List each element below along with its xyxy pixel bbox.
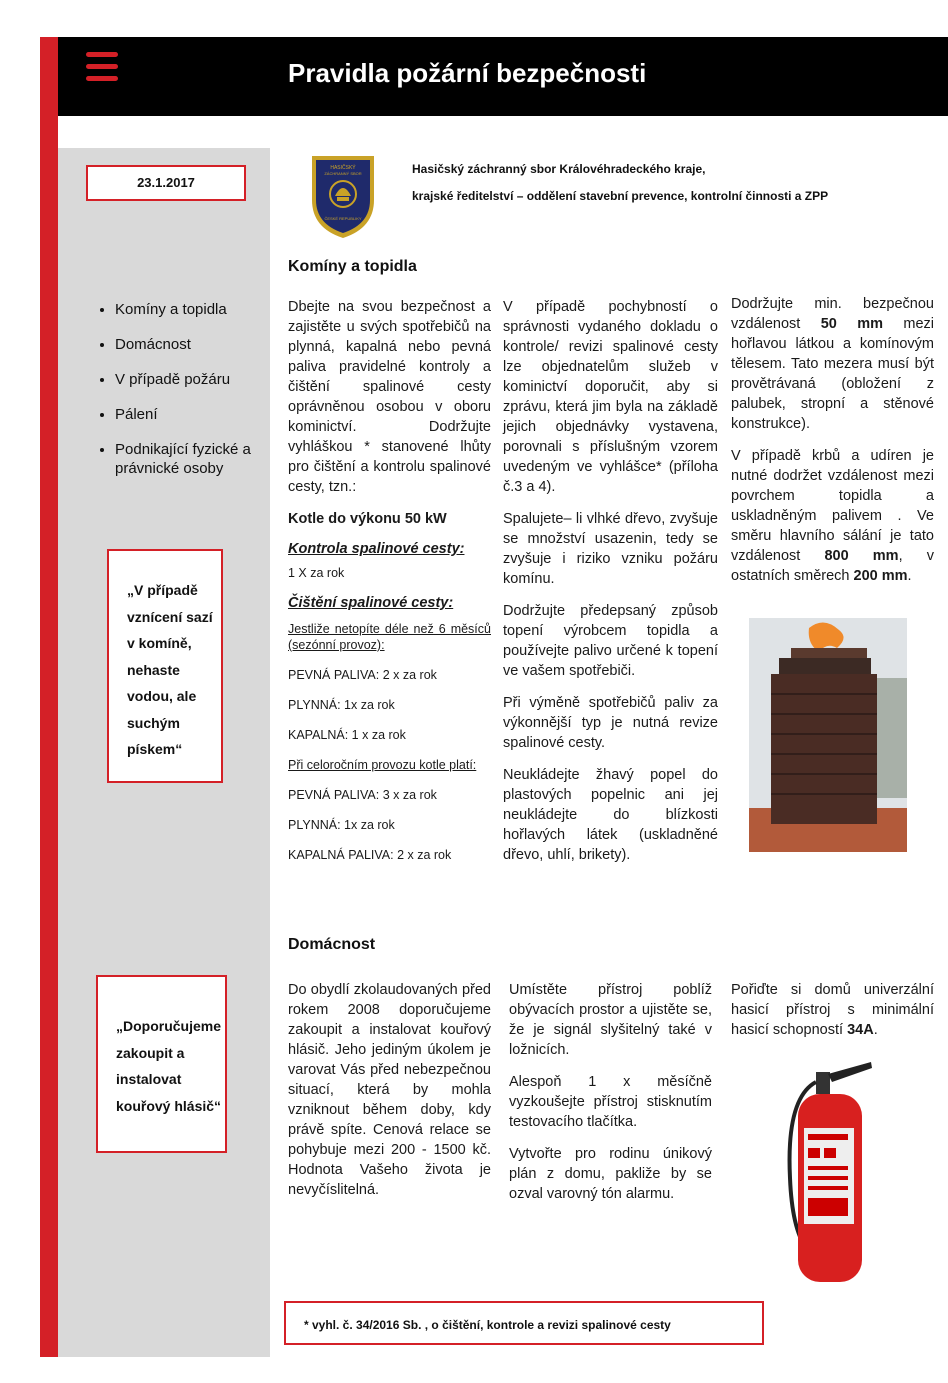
rule-line: KAPALNÁ: 1 x za rok (288, 728, 406, 742)
section-title-kominy: Komíny a topidla (288, 258, 417, 275)
nav-item-kominy[interactable]: • Komíny a topidla (115, 300, 275, 319)
yearround-heading: Při celoročním provozu kotle platí: (288, 758, 477, 772)
paragraph: Dodržujte min. bezpečnou vzdálenost 50 mm mezi hořlavou látkou a komínovým tělesem. Tato mezera musí být provětrávaná (obložení z palubek, stropní a stěnové konstrukce). (731, 296, 934, 432)
nav-item-pozar[interactable]: • V případě požáru (115, 370, 275, 389)
boiler-heading: Kotle do výkonu 50 kW (288, 511, 447, 527)
date-badge: 23.1.2017 (86, 165, 246, 201)
org-department: krajské ředitelství – oddělení stavební prevence, kontrolní činnosti a ZPP (412, 189, 829, 203)
kominy-column-1 (288, 297, 491, 877)
quote-line: nehaste (127, 661, 180, 678)
paragraph: Pořiďte si domů univerzální hasicí přístroj s minimální hasicí schopností 34A. (731, 982, 934, 1038)
page-title: Pravidla požární bezpečnosti (288, 58, 647, 88)
rule-line: PLYNNÁ: 1x za rok (288, 698, 395, 712)
paragraph: Alespoň 1 x měsíčně vyzkoušejte přístroj stisknutím testovacího tlačítka. (509, 1074, 712, 1130)
quote-line: kouřový hlásič“ (116, 1097, 222, 1114)
paragraph: Při výměně spotřebičů paliv za výkonnější typ je nutná revize spalinové cesty. (503, 695, 718, 751)
quote-box-soot-fire (107, 549, 223, 783)
org-name: Hasičský záchranný sbor Královéhradeckého kraje, (412, 162, 706, 176)
fire-extinguisher-photo (776, 1058, 876, 1286)
kominy-column-2 (503, 297, 718, 877)
cisteni-heading: Čištění spalinové cesty: (288, 595, 454, 611)
left-accent-bar (40, 37, 58, 1357)
logo-text: HASIČSKÝ (330, 165, 356, 171)
logo-text: ZÁCHRANNÝ SBOR (324, 171, 362, 176)
sidebar-nav (95, 300, 275, 494)
domacnost-column-3 (731, 980, 934, 1052)
footnote-box: * vyhl. č. 34/2016 Sb. , o čištění, kontrole a revizi spalinové cesty (284, 1301, 764, 1345)
quote-line: „Doporučujeme (116, 1018, 222, 1034)
paragraph: Umístěte přístroj poblíž obývacích prostor a ujistěte se, že je signál slyšitelný také v ložnicích. (509, 982, 712, 1058)
kontrola-heading: Kontrola spalinové cesty: (288, 541, 465, 557)
quote-line: zakoupit a (116, 1044, 185, 1061)
nav-item-podnikajici[interactable]: • Podnikající fyzické a právnické osoby (115, 440, 275, 478)
kontrola-value: 1 X za rok (288, 566, 345, 580)
paragraph: Vytvořte pro rodinu únikový plán z domu, pakliže by se ozval varovný tón alarmu. (509, 1146, 712, 1202)
paragraph: V případě krbů a udíren je nutné dodržet vzdálenost mezi povrchem topidla a uskladněným palivem . Ve směru hlavního sálání je tato vzdálenost 800 mm, v ostatních směrech 200 mm. (731, 448, 935, 584)
quote-line: v komíně, (127, 635, 192, 651)
quote-line: suchým (127, 714, 180, 731)
fire-brigade-logo (308, 150, 378, 240)
domacnost-column-1 (288, 980, 491, 1212)
paragraph: Do obydlí zkolaudovaných před rokem 2008 doporučujeme zakoupit a instalovat kouřový hlásič. Jeho jediným úkolem je varovat Vás před nebezpečnou situací, která by mohla vzniknout během doby, kdy právě spíte. Cenová relace se pohybuje mezi 200 - 1500 kč. Hodnota Vašeho života je nevyčíslitelná. (288, 982, 491, 1198)
kominy-column-3 (731, 294, 934, 598)
rule-line: PEVNÁ PALIVA: 3 x za rok (288, 788, 437, 802)
section-title-domacnost: Domácnost (288, 936, 376, 953)
quote-line: „V případě (127, 582, 198, 598)
paragraph: Dodržujte předepsaný způsob topení výrobcem topidla a používejte palivo určené k topení ve vašem spotřebiči. (503, 603, 718, 679)
paragraph: Dbejte na svou bezpečnost a zajistěte u svých spotřebičů na plynná, kapalná nebo pevná paliva pravidelné kontroly a čištění spalinové cesty oprávněnou osobou v oboru kominictví. Dodržujte vyhláškou * stanovené lhůty pro čištění a kontrolu spalinové cesty, tzn.: (288, 299, 491, 495)
seasonal-heading: Jestliže netopíte déle než 6 měsíců (sezónní provoz): (288, 622, 491, 652)
quote-line: vznícení sazí (127, 608, 213, 625)
paragraph: V případě pochybností o správnosti vydaného dokladu o kontrole/ revizi spalinové cesty lze objednatelům služeb v kominictví doporučit, aby si zprávu, která jim byla na základě jejich objednávky vystavena, porovnali s příslušným vzorem uvedeným ve vyhlášce* (příloha č.3 a 4). (503, 299, 718, 495)
rule-line: PLYNNÁ: 1x za rok (288, 818, 395, 832)
paragraph: Neukládejte žhavý popel do plastových popelnic ani jej neukládejte do blízkosti hořlavých látek (uskladněné dřevo, uhlí, brikety). (503, 767, 718, 863)
paragraph: Spalujete– li vlhké dřevo, zvyšuje se množství usazenin, tedy se zvyšuje i riziko vzniku požáru komínu. (503, 511, 718, 587)
chimney-fire-photo (749, 618, 907, 852)
quote-line: instalovat (116, 1071, 182, 1087)
menu-icon[interactable] (86, 52, 118, 86)
nav-item-domacnost[interactable]: • Domácnost (115, 335, 275, 354)
domacnost-column-2 (509, 980, 712, 1216)
rule-line: KAPALNÁ PALIVA: 2 x za rok (288, 848, 452, 862)
nav-item-paleni[interactable]: • Pálení (115, 405, 275, 424)
logo-text: ČESKÉ REPUBLIKY (324, 216, 362, 221)
quote-line: vodou, ale (127, 688, 197, 704)
quote-box-smoke-detector (96, 975, 227, 1153)
quote-line: pískem“ (127, 741, 183, 757)
rule-line: PEVNÁ PALIVA: 2 x za rok (288, 668, 437, 682)
